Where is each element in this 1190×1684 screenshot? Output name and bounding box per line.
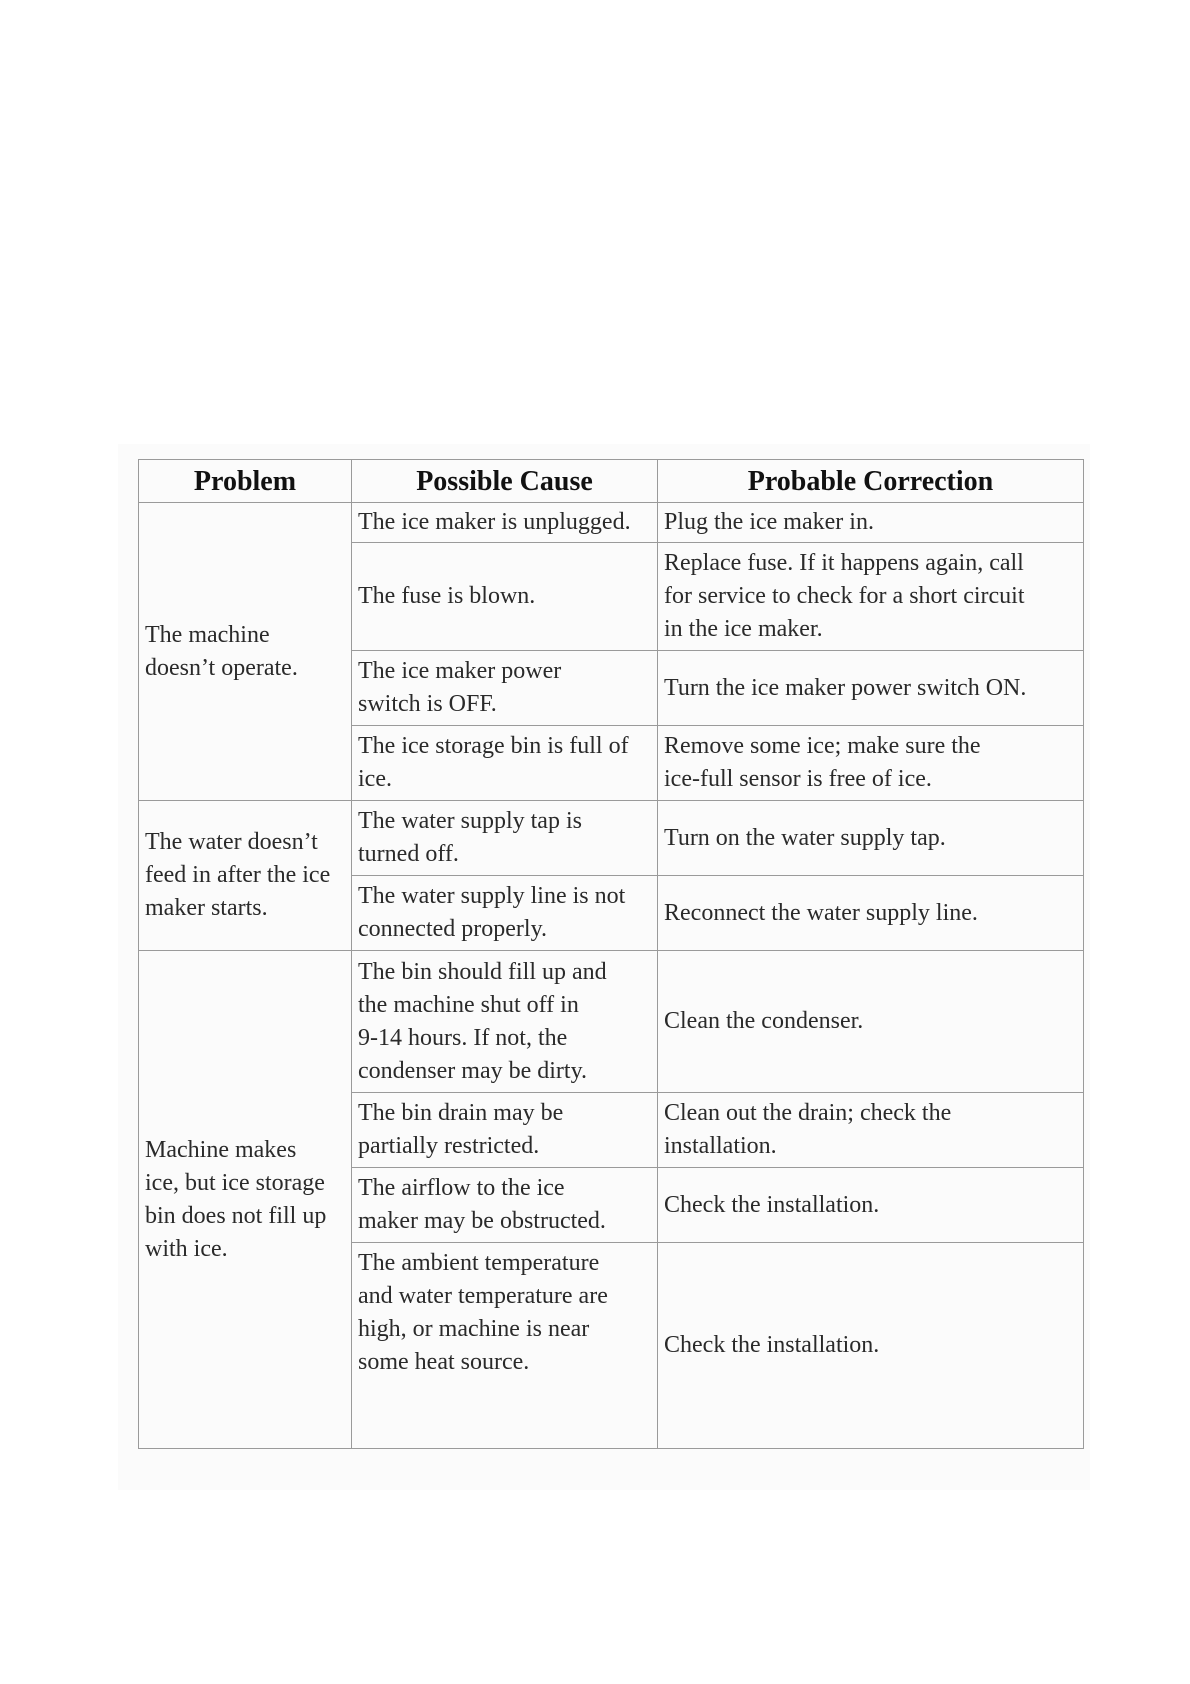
correction-cell	[658, 876, 1084, 951]
problem-cell	[139, 503, 352, 801]
correction-cell	[658, 801, 1084, 876]
cause-text: The fuse is blown.	[358, 583, 536, 609]
correction-text: Check the installation.	[664, 1332, 880, 1358]
cause-text: The airflow to the ice maker may be obstructed.	[358, 1175, 606, 1234]
cause-text: The ice maker is unplugged.	[358, 509, 631, 535]
table-row	[139, 951, 1084, 1093]
correction-text: Plug the ice maker in.	[664, 509, 874, 535]
correction-cell	[658, 651, 1084, 726]
troubleshooting-table	[138, 459, 1084, 1449]
correction-cell	[658, 951, 1084, 1093]
problem-text: Machine makes ice, but ice storage bin does not fill up with ice.	[145, 1136, 327, 1262]
cause-cell	[352, 951, 658, 1093]
correction-cell	[658, 1168, 1084, 1243]
correction-text: Clean the condenser.	[664, 1008, 864, 1034]
cause-cell	[352, 1243, 658, 1449]
correction-text: Clean out the drain; check the installation.	[664, 1100, 952, 1159]
cause-text: The ice maker power switch is OFF.	[358, 658, 562, 717]
cause-cell	[352, 503, 658, 543]
cause-text: The water supply tap is turned off.	[358, 808, 582, 867]
cause-text: The ambient temperature and water temperature are high, or machine is near some heat source.	[358, 1250, 608, 1375]
problem-cell	[139, 801, 352, 951]
table-row	[139, 503, 1084, 543]
cause-cell	[352, 876, 658, 951]
cause-cell	[352, 801, 658, 876]
correction-cell	[658, 1093, 1084, 1168]
correction-cell	[658, 1243, 1084, 1449]
cause-text: The ice storage bin is full of ice.	[358, 733, 629, 792]
table-row	[139, 801, 1084, 876]
problem-text: The water doesn’t feed in after the ice maker starts.	[145, 829, 331, 921]
header-problem: Problem	[139, 460, 352, 503]
header-possible-cause: Possible Cause	[352, 460, 658, 503]
cause-text: The bin should fill up and the machine shut off in 9-14 hours. If not, the condenser may be dirty.	[358, 958, 607, 1084]
problem-text: The machine doesn’t operate.	[145, 621, 298, 681]
header-probable-correction: Probable Correction	[658, 460, 1084, 503]
correction-text: Check the installation.	[664, 1191, 880, 1218]
correction-text: Turn the ice maker power switch ON.	[664, 674, 1027, 701]
cause-text: The bin drain may be partially restricted.	[358, 1100, 564, 1159]
correction-cell	[658, 503, 1084, 543]
correction-text: Remove some ice; make sure the ice-full sensor is free of ice.	[664, 733, 981, 792]
cause-cell	[352, 726, 658, 801]
cause-cell	[352, 543, 658, 651]
problem-cell	[139, 951, 352, 1449]
table-header-row	[139, 460, 1084, 503]
correction-text: Turn on the water supply tap.	[664, 824, 946, 851]
correction-cell	[658, 543, 1084, 651]
cause-cell	[352, 1093, 658, 1168]
cause-text: The water supply line is not connected properly.	[358, 883, 626, 942]
correction-text: Replace fuse. If it happens again, call for service to check for a short circuit in the ice maker.	[664, 550, 1025, 642]
cause-cell	[352, 1168, 658, 1243]
correction-cell	[658, 726, 1084, 801]
cause-cell	[352, 651, 658, 726]
correction-text: Reconnect the water supply line.	[664, 899, 978, 926]
